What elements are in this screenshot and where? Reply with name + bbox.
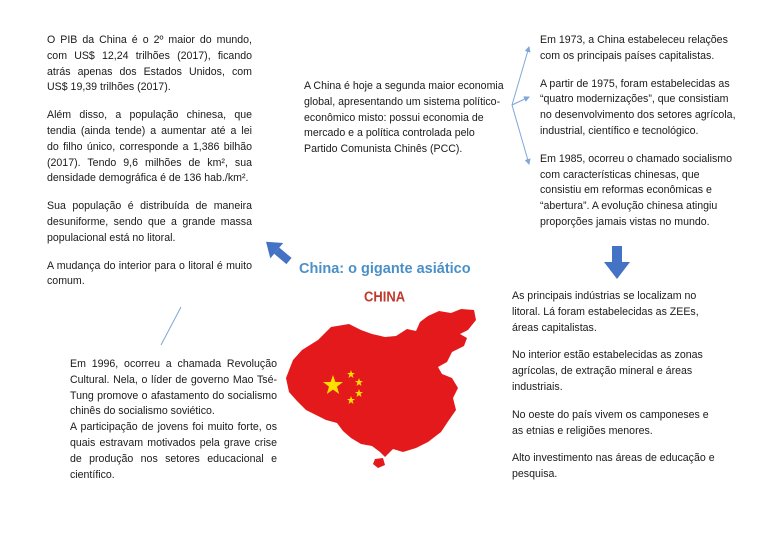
- paragraph-migration: A mudança do interior para o litoral é muito comum.: [47, 259, 252, 288]
- paragraph-economy: A China é hoje a segunda maior economia global, apresentando um sistema político-econômico misto: possui economia de mercado e a política controlada pelo Partido Comunista Chinês (PCC).: [304, 80, 504, 156]
- text-block-center: [304, 79, 507, 170]
- paragraph-west: No oeste do país vivem os camponeses e as etnias e religiões menores.: [512, 408, 709, 437]
- text-block-top-left: [47, 33, 252, 302]
- paragraph-gdp: O PIB da China é o 2º maior do mundo, com US$ 12,24 trilhões (2017), ficando atrás apenas dos Estados Unidos, com US$ 19,39 trilhões (2017).: [47, 34, 252, 94]
- paragraph-1973: Em 1973, a China estabeleceu relações com os principais países capitalistas.: [540, 34, 728, 62]
- paragraph-1996: Em 1996, ocorreu a chamada Revolução Cultural. Nela, o líder de governo Mao Tsé-Tung promove o afastamento do socialismo chinês do socialismo soviético.: [70, 358, 277, 418]
- paragraph-1985: Em 1985, ocorreu o chamado socialismo com características chinesas, que consistiu em reformas econômicas e “abertura”. A evolução chinesa atingiu proporções jamais vistas no mundo.: [540, 152, 732, 228]
- map-label: CHINA: [364, 288, 406, 305]
- paragraph-industry: As principais indústrias se localizam no litoral. Lá foram estabelecidas as ZEEs, áreas capitalistas.: [512, 290, 699, 334]
- text-block-bottom-left: [70, 357, 277, 495]
- paragraph-1975: A partir de 1975, foram estabelecidas as “quatro modernizações”, que consistiam no desenvolvimento dos setores agrícola, industrial, científico e tecnológico.: [540, 77, 736, 137]
- china-map-shape: [286, 309, 476, 468]
- paragraph-investment: Alto investimento nas áreas de educação e pesquisa.: [512, 452, 715, 481]
- paragraph-distribution: Sua população é distribuída de maneira desuniforme, sendo que a grande massa populacional está no litoral.: [47, 200, 252, 244]
- page-title: China: o gigante asiático: [299, 261, 471, 277]
- text-block-right-bottom: [512, 289, 718, 495]
- paragraph-population: Além disso, a população chinesa, que tendia (ainda tende) a aumentar até a lei do filho único, corresponde a 1,386 bilhão (2017). Tendo 9,6 milhões de km², sua densidade demográfica é de 136 hab./km².: [47, 109, 252, 185]
- text-block-right-top: [540, 33, 741, 243]
- paragraph-youth: A participação de jovens foi muito forte, os quais estravam motivados pela grave crise de produção nos setores educacional e científico.: [70, 421, 277, 481]
- paragraph-interior: No interior estão estabelecidas as zonas agrícolas, de extração mineral e áreas industriais.: [512, 349, 703, 393]
